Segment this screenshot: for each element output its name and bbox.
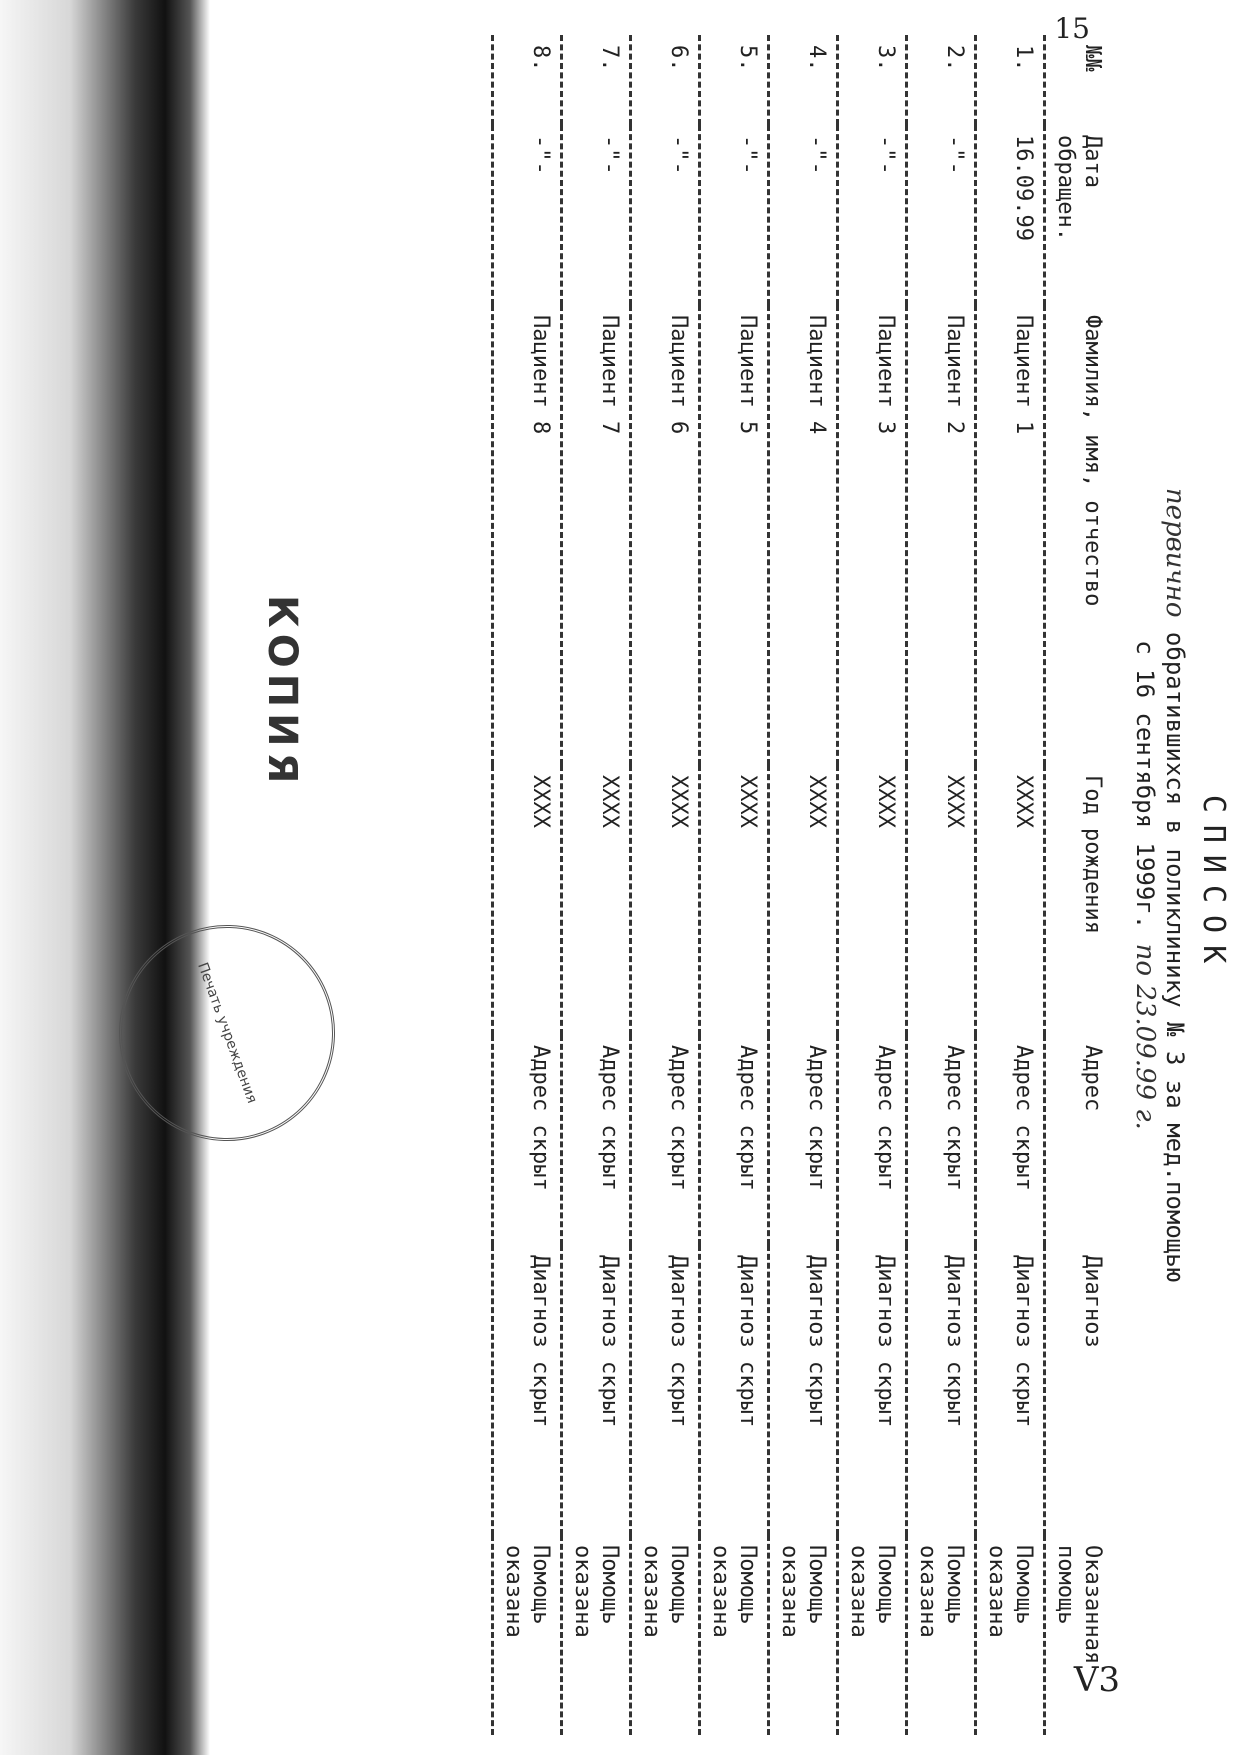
page-number: 15 <box>1054 12 1090 45</box>
cell-row-number: 2. <box>907 35 976 125</box>
cell-address: Адрес скрыт <box>631 1035 700 1245</box>
cell-visit-date: -"- <box>562 125 631 305</box>
cell-visit-date: -"- <box>493 125 562 305</box>
cell-birth-year: XXXX <box>700 765 769 1035</box>
cell-visit-date: -"- <box>838 125 907 305</box>
cell-row-number: 6. <box>631 35 700 125</box>
cell-row-number: 1. <box>976 35 1045 125</box>
table-row <box>562 35 631 1735</box>
cell-row-number: 3. <box>838 35 907 125</box>
header-birth-year: Год рождения <box>1045 765 1113 1035</box>
patient-table <box>491 35 1112 1735</box>
document-sheet <box>194 35 1235 1735</box>
cell-diagnosis: Диагноз скрыт <box>769 1245 838 1535</box>
cell-diagnosis: Диагноз скрыт <box>700 1245 769 1535</box>
cell-address: Адрес скрыт <box>838 1035 907 1245</box>
cell-diagnosis: Диагноз скрыт <box>493 1245 562 1535</box>
cell-treatment: Помощь оказана <box>769 1535 838 1735</box>
corner-mark: V3 <box>1073 1660 1120 1700</box>
header-treatment: Оказанная помощь <box>1045 1535 1113 1735</box>
cell-diagnosis: Диагноз скрыт <box>907 1245 976 1535</box>
cell-birth-year: XXXX <box>562 765 631 1035</box>
cell-patient-name: Пациент 7 <box>562 305 631 765</box>
cell-patient-name: Пациент 1 <box>976 305 1045 765</box>
table-row <box>493 35 562 1735</box>
copy-mark: КОПИЯ <box>259 595 305 790</box>
cell-visit-date: -"- <box>700 125 769 305</box>
table-row <box>769 35 838 1735</box>
cell-patient-name: Пациент 6 <box>631 305 700 765</box>
scan-binding-shadow <box>0 0 210 1755</box>
cell-address: Адрес скрыт <box>700 1035 769 1245</box>
cell-address: Адрес скрыт <box>769 1035 838 1245</box>
cell-treatment: Помощь оказана <box>838 1535 907 1735</box>
table-row <box>976 35 1045 1735</box>
cell-visit-date: -"- <box>631 125 700 305</box>
table-row <box>838 35 907 1735</box>
cell-diagnosis: Диагноз скрыт <box>562 1245 631 1535</box>
cell-birth-year: XXXX <box>493 765 562 1035</box>
subtitle-line2: с 16 сентября 1999г. <box>1131 640 1159 930</box>
cell-treatment: Помощь оказана <box>976 1535 1045 1735</box>
cell-patient-name: Пациент 2 <box>907 305 976 765</box>
cell-address: Адрес скрыт <box>493 1035 562 1245</box>
cell-patient-name: Пациент 5 <box>700 305 769 765</box>
cell-treatment: Помощь оказана <box>493 1535 562 1735</box>
cell-birth-year: XXXX <box>976 765 1045 1035</box>
document-subtitle <box>1130 35 1190 1735</box>
header-patient-name: Фамилия, имя, отчество <box>1045 305 1113 765</box>
cell-treatment: Помощь оказана <box>907 1535 976 1735</box>
cell-birth-year: XXXX <box>838 765 907 1035</box>
table-body <box>493 35 1045 1735</box>
handwritten-range: по 23.09.99 г. <box>1130 943 1160 1130</box>
table-row <box>700 35 769 1735</box>
cell-patient-name: Пациент 4 <box>769 305 838 765</box>
cell-birth-year: XXXX <box>769 765 838 1035</box>
cell-patient-name: Пациент 8 <box>493 305 562 765</box>
official-stamp: Печать учреждения <box>89 895 366 1172</box>
cell-address: Адрес скрыт <box>562 1035 631 1245</box>
header-diagnosis: Диагноз <box>1045 1245 1113 1535</box>
table-row <box>907 35 976 1735</box>
cell-address: Адрес скрыт <box>907 1035 976 1245</box>
cell-diagnosis: Диагноз скрыт <box>838 1245 907 1535</box>
cell-visit-date: -"- <box>907 125 976 305</box>
cell-birth-year: XXXX <box>907 765 976 1035</box>
table-header-row <box>1045 35 1113 1735</box>
table-row <box>631 35 700 1735</box>
cell-patient-name: Пациент 3 <box>838 305 907 765</box>
cell-visit-date: -"- <box>769 125 838 305</box>
document-title: СПИСОК <box>1196 794 1231 976</box>
cell-address: Адрес скрыт <box>976 1035 1045 1245</box>
cell-row-number: 8. <box>493 35 562 125</box>
header-row-number: №№ <box>1045 35 1113 125</box>
cell-treatment: Помощь оказана <box>562 1535 631 1735</box>
cell-visit-date: 16.09.99 <box>976 125 1045 305</box>
cell-row-number: 5. <box>700 35 769 125</box>
header-address: Адрес <box>1045 1035 1113 1245</box>
handwritten-label: первично <box>1160 487 1190 618</box>
cell-birth-year: XXXX <box>631 765 700 1035</box>
subtitle-line1: обратившихся в поликлинику № 3 за мед.помощью <box>1161 631 1189 1283</box>
cell-diagnosis: Диагноз скрыт <box>631 1245 700 1535</box>
cell-diagnosis: Диагноз скрыт <box>976 1245 1045 1535</box>
cell-treatment: Помощь оказана <box>700 1535 769 1735</box>
cell-treatment: Помощь оказана <box>631 1535 700 1735</box>
cell-row-number: 4. <box>769 35 838 125</box>
header-visit-date: Дата обращен. <box>1045 125 1113 305</box>
cell-row-number: 7. <box>562 35 631 125</box>
